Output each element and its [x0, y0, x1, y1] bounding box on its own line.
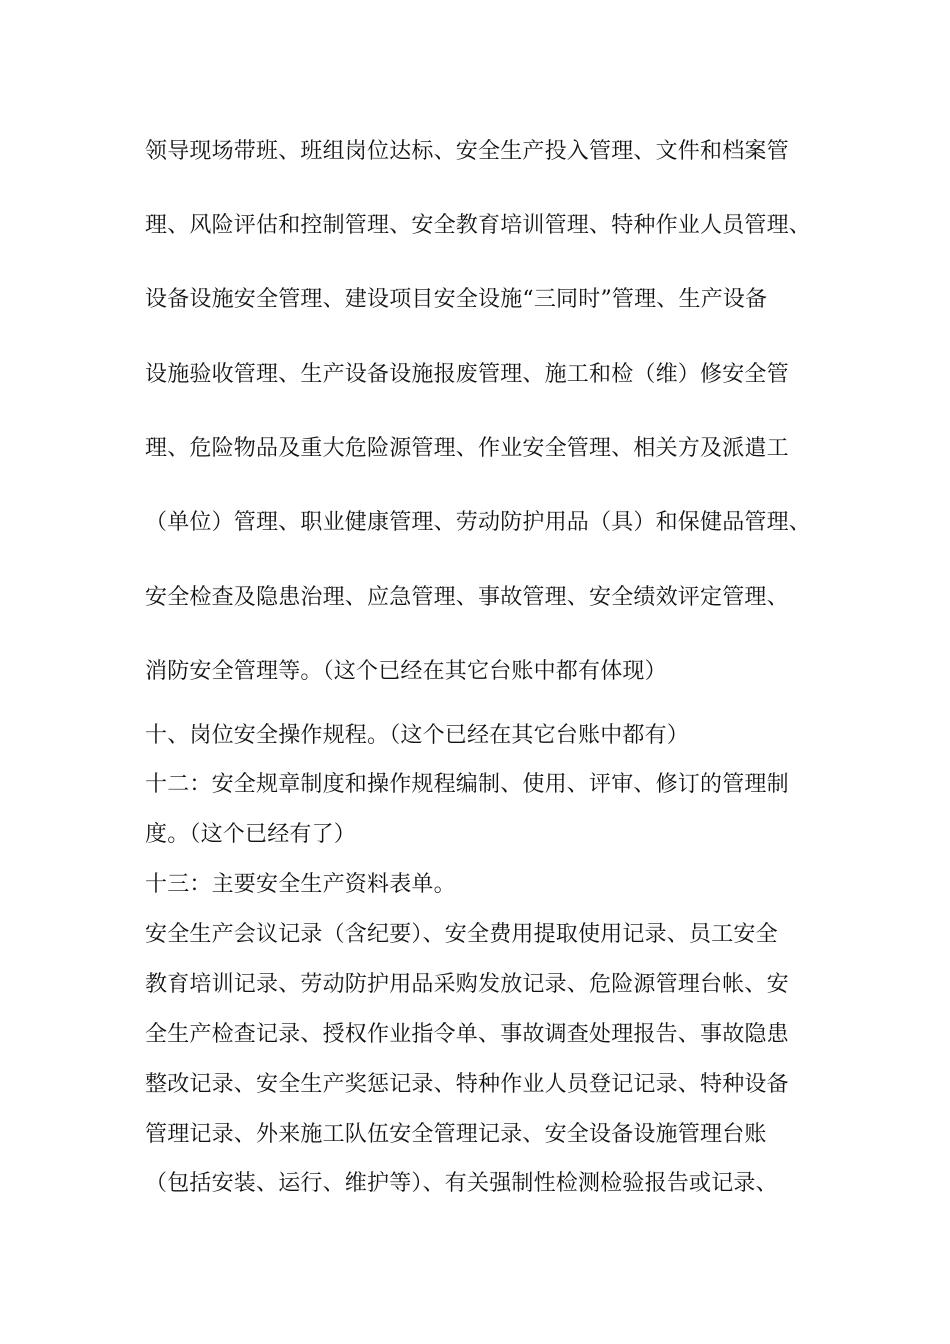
paragraph-line: 设备设施安全管理、建设项目安全设施“三同时”管理、生产设备 — [145, 287, 768, 312]
section-item-13-body-line: 安全生产会议记录（含纪要）、安全费用提取使用记录、员工安全 — [145, 922, 778, 947]
section-item-13-body-line: （包括安装、运行、维护等）、有关强制性检测检验报告或记录、 — [145, 1171, 778, 1196]
paragraph-line: 领导现场带班、班组岗位达标、安全生产投入管理、文件和档案管 — [145, 139, 789, 164]
section-item-13-heading: 十三：主要安全生产资料表单。 — [145, 872, 456, 897]
paragraph-line: 理、危险物品及重大危险源管理、作业安全管理、相关方及派遣工 — [145, 436, 789, 461]
paragraph-line: 消防安全管理等。（这个已经在其它台账中都有体现） — [145, 659, 667, 684]
paragraph-line: 理、风险评估和控制管理、安全教育培训管理、特种作业人员管理、 — [145, 213, 812, 238]
paragraph-line: 安全检查及隐患治理、应急管理、事故管理、安全绩效评定管理、 — [145, 585, 789, 610]
paragraph-line: （单位）管理、职业健康管理、劳动防护用品（具）和保健品管理、 — [145, 510, 812, 535]
section-item-12-line: 十二：安全规章制度和操作规程编制、使用、评审、修订的管理制 — [145, 772, 789, 797]
section-item-10: 十、岗位安全操作规程。（这个已经在其它台账中都有） — [145, 723, 690, 748]
section-item-13-body-line: 管理记录、外来施工队伍安全管理记录、安全设备设施管理台账 — [145, 1122, 767, 1147]
section-item-13-body-line: 整改记录、安全生产奖惩记录、特种作业人员登记记录、特种设备 — [145, 1072, 789, 1097]
section-item-13-body-line: 全生产检查记录、授权作业指令单、事故调查处理报告、事故隐患 — [145, 1022, 789, 1047]
section-item-13-body-line: 教育培训记录、劳动防护用品采购发放记录、危险源管理台帐、安 — [145, 972, 789, 997]
section-item-12-line: 度。（这个已经有了） — [145, 822, 357, 847]
paragraph-line: 设施验收管理、生产设备设施报废管理、施工和检（维）修安全管 — [145, 362, 789, 387]
